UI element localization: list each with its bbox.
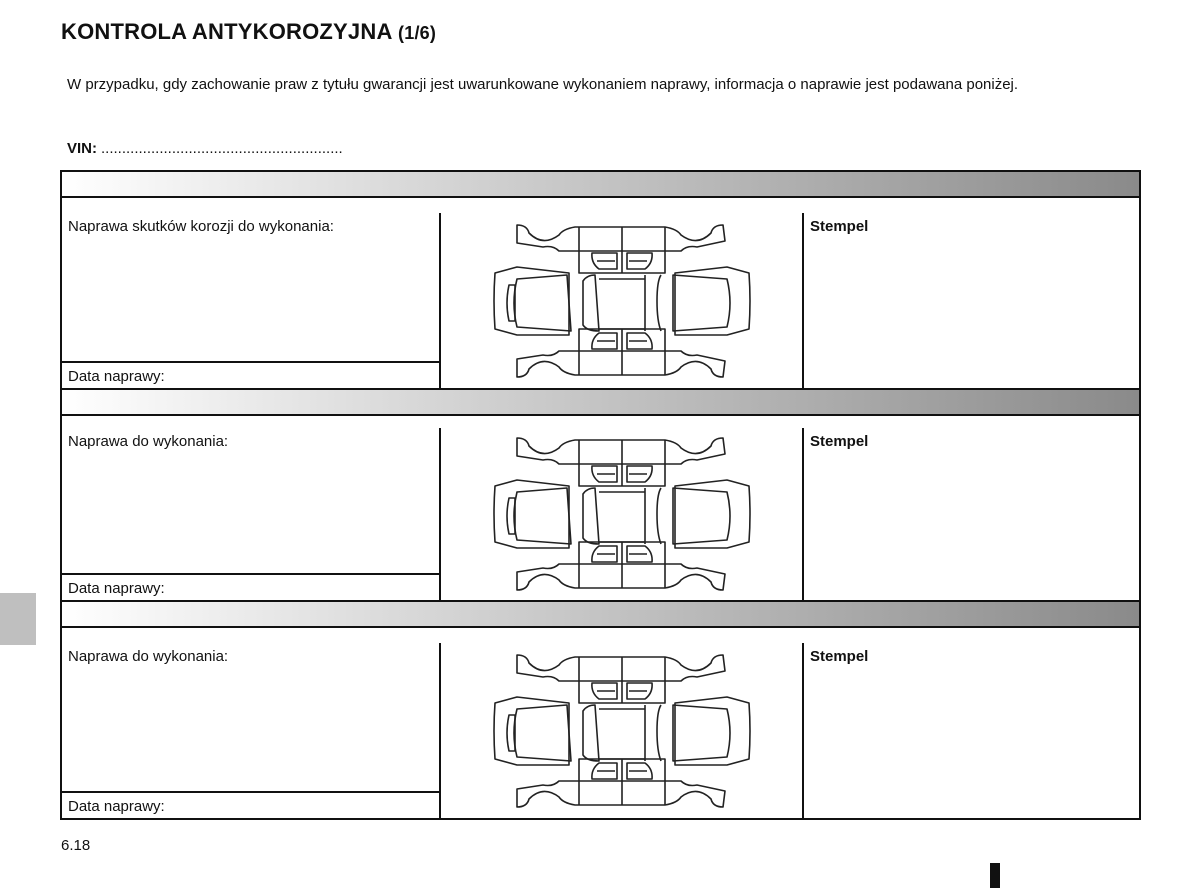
car-diagram-cell [441,643,804,818]
intro-text: W przypadku, gdy zachowanie praw z tytułu gwarancji jest uwarunkowane wykonaniem naprawy, informacja o naprawie jest podawana poniżej. [67,76,1019,93]
page-title-count: (1/6) [398,23,437,43]
repair-description-cell [62,428,441,600]
page-number: 6.18 [61,837,91,854]
repair-block-2 [60,388,1141,602]
repair-date-field[interactable] [62,573,439,600]
car-diagram-cell [441,428,804,600]
stamp-label: Stempel [810,648,869,665]
vin-row [67,140,343,157]
stamp-label: Stempel [810,433,869,450]
repair-date-field[interactable] [62,361,439,388]
repair-label: Naprawa do wykonania: [68,433,229,450]
repair-description-field[interactable] [62,428,439,573]
stamp-cell [804,213,1139,388]
vin-field[interactable]: .......................................................... [101,140,343,157]
stamp-cell [804,428,1139,600]
section-tab-marker [0,593,36,645]
repair-block-1 [60,170,1141,390]
repair-description-field[interactable] [62,643,439,791]
stamp-cell [804,643,1139,818]
repair-block-3 [60,600,1141,820]
block-header-band [62,390,1139,416]
repair-description-cell [62,213,441,388]
page-title-text: KONTROLA ANTYKOROZYJNA [61,19,392,44]
stamp-label: Stempel [810,218,869,235]
repair-description-field[interactable] [62,213,439,361]
page-edge-mark [990,863,1000,888]
repair-date-label: Data naprawy: [68,580,165,597]
car-diagram-cell [441,213,804,388]
vin-label: VIN: [67,140,97,157]
repair-label: Naprawa do wykonania: [68,648,229,665]
repair-date-label: Data naprawy: [68,368,165,385]
page-title [61,19,436,45]
repair-label: Naprawa skutków korozji do wykonania: [68,218,334,235]
block-header-band [62,172,1139,198]
car-body-diagram-icon [487,221,757,381]
block-header-band [62,602,1139,628]
repair-description-cell [62,643,441,818]
repair-date-field[interactable] [62,791,439,818]
repair-blocks [60,170,1141,820]
car-body-diagram-icon [487,651,757,811]
repair-date-label: Data naprawy: [68,798,165,815]
car-body-diagram-icon [487,434,757,594]
